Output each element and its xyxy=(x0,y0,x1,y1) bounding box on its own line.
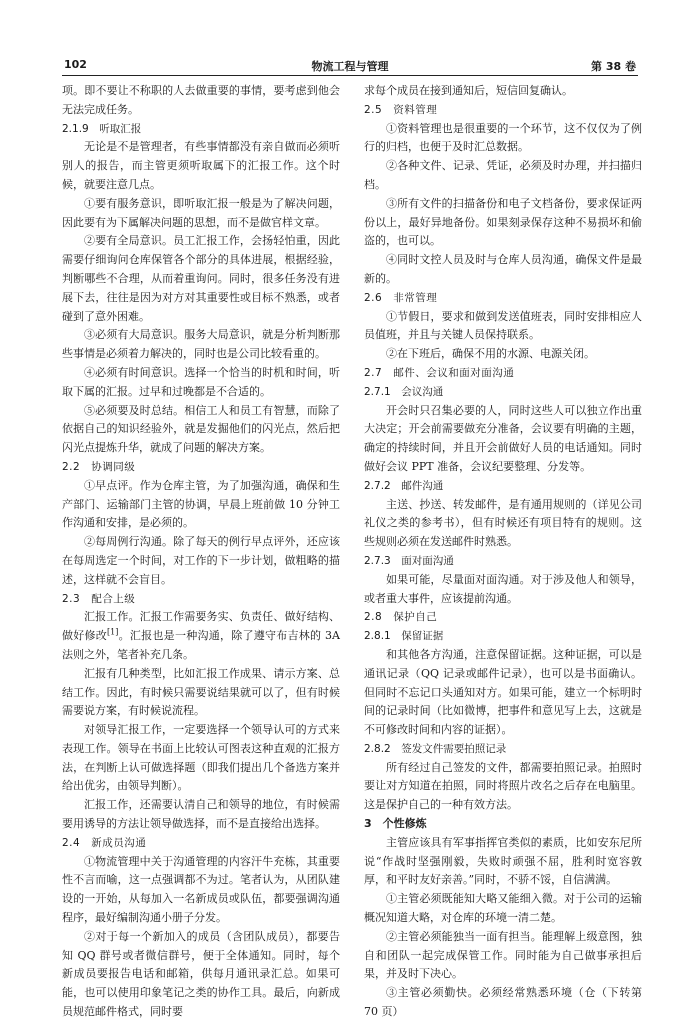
paragraph: ②对于每一个新加入的成员（含团队成员），都要告知 QQ 群号或者微信群号，便于全体通知。同时，每个新成员要报告电话和邮箱，供每月通讯录汇总。如果可能，也可以使用印象笔记之类的协作工具。最后，向新成员规范邮件格式，同时要 xyxy=(62,929,340,1019)
paragraph: ④同时文控人员及时与仓库人员沟通，确保文件是最新的。 xyxy=(364,253,642,285)
paragraph: ②每周例行沟通。除了每天的例行早点评外，还应该在每周选定一个时间，对工作的下一步计划，做粗略的描述，这样就不会盲目。 xyxy=(62,535,340,586)
subsection-heading: 2.8.2 签发文件需要拍照记录 xyxy=(364,742,507,755)
paragraph: ⑤必须要及时总结。相信工人和员工有智慧，而除了依据自己的知识经验外，就是发掘他们的闪光点，然后把闪光点提炼升华，就成了问题的解决方案。 xyxy=(62,403,340,455)
paragraph: 如果可能，尽量面对面沟通。对于涉及他人和领导，或者重大事件，应该提前沟通。 xyxy=(364,572,642,605)
paragraph: ①要有服务意识，即听取汇报一般是为了解决问题，因此要有为下属解决问题的思想，而不是做官样文章。 xyxy=(62,196,340,229)
paragraph: 汇报工作。汇报工作需要务实、负责任、做好结构、做好修改[1]。汇报也是一种沟通，除了遵守布吉林的 3A 法则之外，笔者补充几条。 xyxy=(62,610,340,661)
paragraph: ③主管必须勤快。必须经常熟悉环境（仓（下转第 70 页） xyxy=(364,986,642,1019)
paragraph: ①物流管理中关于沟通管理的内容汗牛充栋，其重要性不言而喻，这一点强调都不为过。笔者认为，从团队建设的一开始，从每加入一名新成员或队伍，都要强调沟通程序，最好编制沟通小册子分发。 xyxy=(62,854,340,925)
paragraph: 求每个成员在接到通知后，短信回复确认。 xyxy=(364,84,573,97)
volume-label: 第 38 卷 xyxy=(591,60,636,73)
paragraph: 汇报工作，还需要认清自己和领导的地位，有时候需要用诱导的方法让领导做选择，而不是直接给出选择。 xyxy=(62,798,340,831)
subsection-heading: 2.8.1 保留证据 xyxy=(364,630,444,643)
paragraph: ③必须有大局意识。服务大局意识，就是分析判断那些事情是必须着力解决的，同时也是公司比较看重的。 xyxy=(62,328,340,361)
paragraph: ②主管必须能独当一面有担当。能理解上级意图，独自和团队一起完成保管工作。同时能为自己做事承担后果，并及时下决心。 xyxy=(364,929,642,981)
paragraph: 主管应该具有军事指挥官类似的素质，比如安东尼所说“作战时坚强刚毅，失败时顽强不屈，胜利时宽容敦厚，和平时友好亲善。”同时，不骄不馁，自信满满。 xyxy=(364,835,642,887)
subsection-heading: 2.4 新成员沟通 xyxy=(62,836,147,849)
subsection-heading: 2.2 协调同级 xyxy=(62,460,136,473)
paragraph: 开会时只召集必要的人，同时这些人可以独立作出重大决定；开会前需要做充分准备，会议要有明确的主题，确定的持续时间，并且开会前做好人员的电话通知。同时做好会议 PPT 准备，会议纪要整理、分发等。 xyxy=(364,403,642,473)
subsection-heading: 2.7.1 会议沟通 xyxy=(364,385,444,398)
paragraph: 所有经过自己签发的文件，都需要拍照记录。拍照时要让对方知道在拍照，同时将照片改名之后存在电脑里。这是保护自己的一种有效方法。 xyxy=(364,760,642,812)
paragraph: ④必须有时间意识。选择一个恰当的时机和时间，听取下属的汇报。过早和过晚都是不合适的。 xyxy=(62,365,340,398)
paragraph: ②各种文件、记录、凭证，必须及时办理，并扫描归档。 xyxy=(364,159,642,191)
section-heading: 3 个性修炼 xyxy=(364,817,427,831)
paragraph: ①早点评。作为仓库主管，为了加强沟通，确保和生产部门、运输部门主管的协调，早晨上班前做 10 分钟工作沟通和安排，是必须的。 xyxy=(62,478,340,530)
subsection-heading: 2.1.9 听取汇报 xyxy=(62,122,142,135)
subsection-heading: 2.8 保护自己 xyxy=(364,611,438,624)
subsection-heading: 2.5 资料管理 xyxy=(364,103,438,116)
paragraph: 无论是不是管理者，有些事情都没有亲自做而必须听别人的报告，而主管更须听取属下的汇报工作。这个时候，就要注意几点。 xyxy=(62,140,340,191)
paragraph: ③所有文件的扫描备份和电子文档备份，要求保证两份以上，最好异地备份。如果刻录保存这种不易损坏和偷盗的，也可以。 xyxy=(364,196,642,248)
paragraph: 对领导汇报工作，一定要选择一个领导认可的方式来表现工作。领导在书面上比较认可图表这种直观的汇报方法，在判断上认可做选择题（即我们提出几个备选方案并给出优劣，由领导判断）。 xyxy=(62,723,340,793)
paragraph: 项。即不要让不称职的人去做重要的事情，要考虑到他会无法完成任务。 xyxy=(62,84,340,116)
subsection-heading: 2.6 非常管理 xyxy=(364,291,438,304)
subsection-heading: 2.7.3 面对面沟通 xyxy=(364,554,454,567)
right-column xyxy=(364,82,642,1022)
running-header xyxy=(62,56,638,76)
paragraph: 和其他各方沟通，注意保留证据。这种证据，可以是通讯记录（QQ 记录或邮件记录），也可以是书面确认。但同时不忘记口头通知对方。如果可能，建立一个标明时间的记录时间（比如微博，把事件和意见写上去，这就是不可修改时间和内容的证据）。 xyxy=(364,647,642,737)
paragraph: 主送、抄送、转发邮件，是有通用规则的（详见公司礼仪之类的参考书），但有时候还有项目特有的规则。这些规则必须在发送邮件时熟悉。 xyxy=(364,497,642,549)
paragraph: ②在下班后，确保不用的水源、电源关闭。 xyxy=(386,347,595,361)
subsection-heading: 2.7.2 邮件沟通 xyxy=(364,479,444,492)
page-number: 102 xyxy=(64,58,87,71)
paragraph: ①主管必须既能知大略又能细入微。对于公司的运输概况知道大略，对仓库的环境一清二楚。 xyxy=(364,892,642,925)
citation-marker: [1] xyxy=(107,627,119,637)
paragraph: ②要有全局意识。员工汇报工作，会扬轻怕重，因此需要仔细询问仓库保管各个部分的具体进展，根据经验，判断哪些不合理，从而着重询问。同时，很多任务没有进展下去，往往是因为对方对其重要性或目标不熟悉，或者碰到了意外困难。 xyxy=(62,234,340,323)
journal-title: 物流工程与管理 xyxy=(311,60,389,73)
subsection-heading: 2.3 配合上级 xyxy=(62,592,136,605)
paragraph: ①资料管理也是很重要的一个环节，这不仅仅为了例行的归档，也便于及时汇总数据。 xyxy=(364,121,642,154)
paragraph: 汇报有几种类型，比如汇报工作成果、请示方案、总结工作。因此，有时候只需要说结果就可以了，但有时候需要说方案，有时候说流程。 xyxy=(62,666,340,718)
left-column xyxy=(62,82,340,1022)
paragraph: ①节假日，要求和做到发送值班表，同时安排相应人员值班，并且与关键人员保持联系。 xyxy=(364,309,642,342)
subsection-heading: 2.7 邮件、会议和面对面沟通 xyxy=(364,366,515,379)
